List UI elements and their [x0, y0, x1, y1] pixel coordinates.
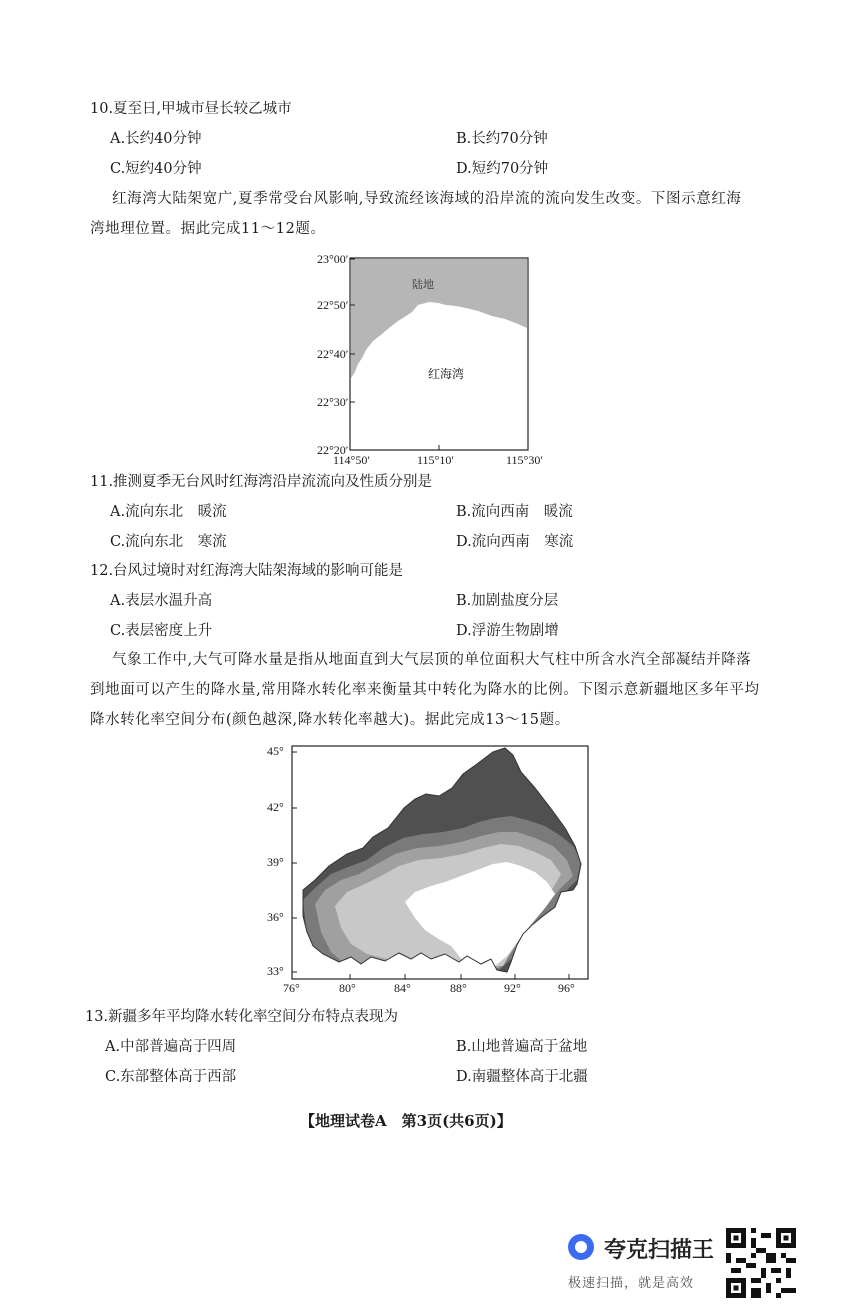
q10-option-a: A.长约40分钟: [110, 131, 202, 147]
q13-option-c: C.东部整体高于西部: [105, 1069, 237, 1085]
map1-lat-label: 22°30′: [317, 395, 349, 409]
q10-option-c: C.短约40分钟: [110, 161, 202, 177]
map2-lon-label: 92°: [504, 981, 521, 995]
qr-code: [726, 1228, 796, 1298]
q11-option-c: C.流向东北 寒流: [110, 534, 227, 550]
map1-sea-label: 红海湾: [428, 367, 465, 381]
passage2-line1: 气象工作中,大气可降水量是指从地面直到大气层顶的单位面积大气柱中所含水汽全部凝结并降落: [112, 652, 752, 668]
map2-lat-label: 39°: [267, 855, 284, 869]
map1-lon-label: 115°10′: [417, 453, 454, 467]
map2-lon-label: 88°: [450, 981, 467, 995]
map1-lon-label: 115°30′: [506, 453, 543, 467]
scanner-slogan: 极速扫描，就是高效: [568, 1276, 695, 1291]
q12-stem: 12.台风过境时对红海湾大陆架海域的影响可能是: [90, 563, 404, 579]
honghai-bay-map: [300, 250, 560, 470]
map2-lon-label: 80°: [339, 981, 356, 995]
q11-option-a: A.流向东北 暖流: [110, 504, 227, 520]
q12-option-d: D.浮游生物剧增: [456, 623, 559, 639]
map1-land-label: 陆地: [412, 278, 434, 291]
q13-stem: 13.新疆多年平均降水转化率空间分布特点表现为: [85, 1009, 399, 1025]
passage2-line3: 降水转化率空间分布(颜色越深,降水转化率越大)。据此完成13～15题。: [90, 712, 570, 728]
map2-lat-label: 42°: [267, 800, 284, 814]
q13-option-a: A.中部普遍高于四周: [105, 1039, 237, 1055]
q10-stem: 10.夏至日,甲城市昼长较乙城市: [90, 101, 292, 117]
map2-lat-label: 36°: [267, 910, 284, 924]
q11-option-d: D.流向西南 寒流: [456, 534, 574, 550]
map2-lon-label: 76°: [283, 981, 300, 995]
passage1-line1: 红海湾大陆架宽广,夏季常受台风影响,导致流经该海域的沿岸流的流向发生改变。下图示意红海: [112, 191, 742, 207]
map2-lat-label: 33°: [267, 964, 284, 978]
q13-option-b: B.山地普遍高于盆地: [456, 1039, 588, 1055]
q12-option-a: A.表层水温升高: [110, 593, 213, 609]
q10-option-b: B.长约70分钟: [456, 131, 548, 147]
quark-logo-icon: [568, 1234, 594, 1260]
map1-lat-label: 22°40′: [317, 347, 349, 361]
map1-lon-label: 114°50′: [333, 453, 370, 467]
map2-lat-label: 45°: [267, 744, 284, 758]
passage2-line2: 到地面可以产生的降水量,常用降水转化率来衡量其中转化为降水的比例。下图示意新疆地区多年平均: [90, 682, 760, 698]
map1-lat-label: 23°00′: [317, 252, 349, 266]
q10-option-d: D.短约70分钟: [456, 161, 549, 177]
q12-option-b: B.加剧盐度分层: [456, 593, 559, 609]
page-footer: 【地理试卷A 第3页(共6页)】: [300, 1112, 512, 1130]
q11-stem: 11.推测夏季无台风时红海湾沿岸流流向及性质分别是: [90, 474, 433, 490]
q11-option-b: B.流向西南 暖流: [456, 504, 573, 520]
scanner-brand: 夸克扫描王: [604, 1238, 715, 1263]
map1-lat-label: 22°20′: [317, 443, 349, 457]
q13-option-d: D.南疆整体高于北疆: [456, 1069, 588, 1085]
q12-option-c: C.表层密度上升: [110, 623, 213, 639]
map1-lat-label: 22°50′: [317, 298, 349, 312]
xinjiang-map: [255, 742, 595, 1000]
passage1-line2: 湾地理位置。据此完成11～12题。: [90, 221, 326, 237]
map2-lon-label: 84°: [394, 981, 411, 995]
map2-lon-label: 96°: [558, 981, 575, 995]
